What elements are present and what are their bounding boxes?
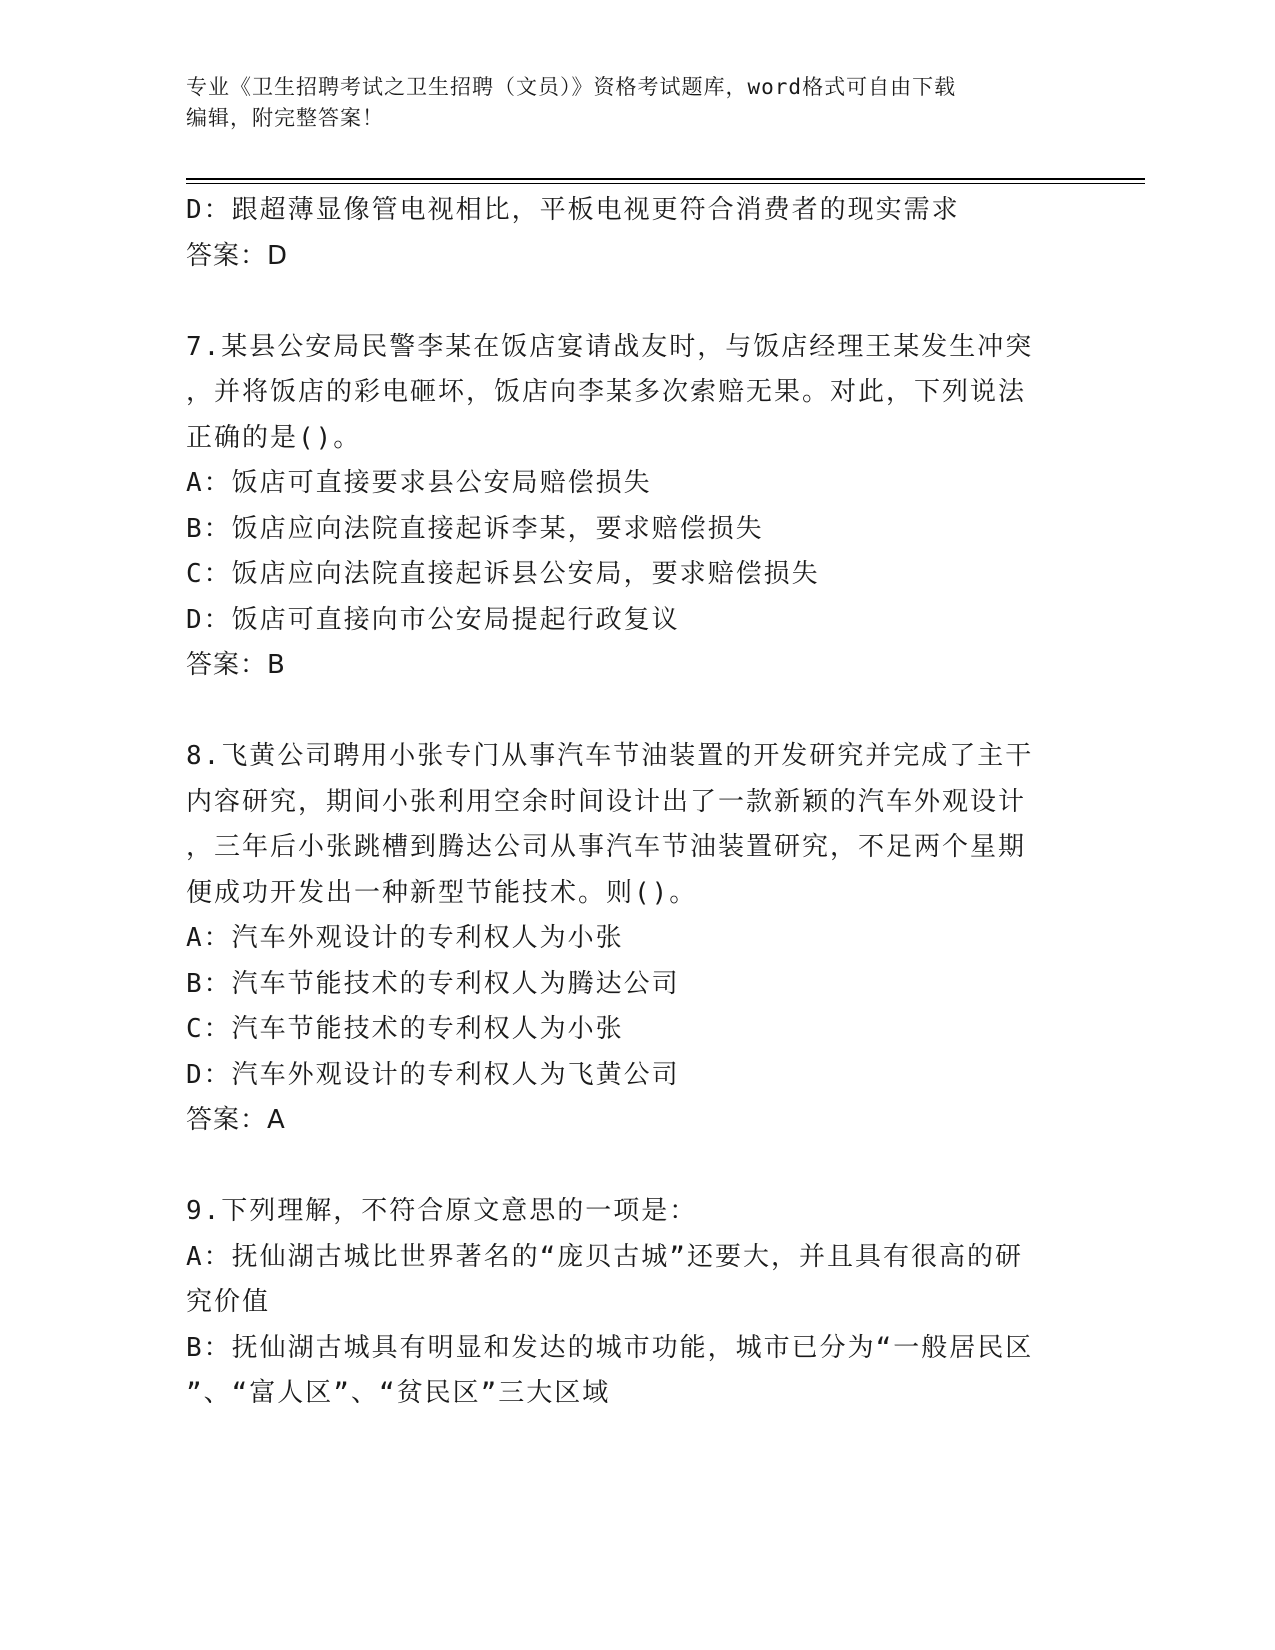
spacer bbox=[186, 279, 1086, 325]
answer: 答案：B bbox=[186, 650, 286, 680]
question-text-line: ，并将饭店的彩电砸坏，饭店向李某多次索赔无果。对此，下列说法 bbox=[186, 377, 1027, 407]
question-text-line: ，三年后小张跳槽到腾达公司从事汽车节油装置研究，不足两个星期 bbox=[186, 832, 1027, 862]
option-b-continued: ”、“富人区”、“贫民区”三大区域 bbox=[186, 1378, 611, 1408]
question-text-line: 正确的是()。 bbox=[186, 422, 362, 453]
page-header bbox=[186, 72, 1066, 134]
prev-answer: 答案：D bbox=[186, 240, 289, 271]
header-rule-thick bbox=[186, 178, 1145, 180]
spacer bbox=[186, 689, 1086, 735]
option-a: A：抚仙湖古城比世界著名的“庞贝古城”还要大，并且具有很高的研 bbox=[186, 1241, 1023, 1272]
option-a-continued: 究价值 bbox=[186, 1287, 271, 1317]
question-text-line: 内容研究，期间小张利用空余时间设计出了一款新颖的汽车外观设计 bbox=[186, 786, 1027, 817]
answer: 答案：A bbox=[186, 1105, 286, 1135]
option-c: C：饭店应向法院直接起诉县公安局，要求赔偿损失 bbox=[186, 559, 820, 589]
option-a: A：汽车外观设计的专利权人为小张 bbox=[186, 923, 624, 953]
option-d: D：汽车外观设计的专利权人为飞黄公司 bbox=[186, 1059, 680, 1090]
question-7 bbox=[186, 325, 1086, 689]
question-text-line: 8.飞黄公司聘用小张专门从事汽车节油装置的开发研究并完成了主干 bbox=[186, 741, 1034, 771]
question-text-line: 7.某县公安局民警李某在饭店宴请战友时，与饭店经理王某发生冲突 bbox=[186, 331, 1034, 362]
header-line-2: 编辑，附完整答案！ bbox=[186, 106, 384, 130]
question-9 bbox=[186, 1189, 1086, 1417]
header-line-1: 专业《卫生招聘考试之卫生招聘（文员）》资格考试题库，word格式可自由下载 bbox=[186, 75, 957, 99]
option-b: B：饭店应向法院直接起诉李某，要求赔偿损失 bbox=[186, 513, 764, 544]
option-d: D：饭店可直接向市公安局提起行政复议 bbox=[186, 604, 680, 635]
question-text-line: 便成功开发出一种新型节能技术。则()。 bbox=[186, 877, 698, 908]
prev-option-d: D：跟超薄显像管电视相比，平板电视更符合消费者的现实需求 bbox=[186, 195, 960, 225]
question-text-line: 9.下列理解，不符合原文意思的一项是： bbox=[186, 1196, 698, 1226]
option-b: B：汽车节能技术的专利权人为腾达公司 bbox=[186, 968, 680, 999]
option-b: B：抚仙湖古城具有明显和发达的城市功能，城市已分为“一般居民区 bbox=[186, 1332, 1034, 1363]
document-body bbox=[186, 188, 1086, 1417]
option-a: A：饭店可直接要求县公安局赔偿损失 bbox=[186, 468, 652, 498]
option-c: C：汽车节能技术的专利权人为小张 bbox=[186, 1014, 624, 1044]
question-8 bbox=[186, 734, 1086, 1144]
header-rule-thin bbox=[186, 183, 1145, 184]
spacer bbox=[186, 1144, 1086, 1190]
